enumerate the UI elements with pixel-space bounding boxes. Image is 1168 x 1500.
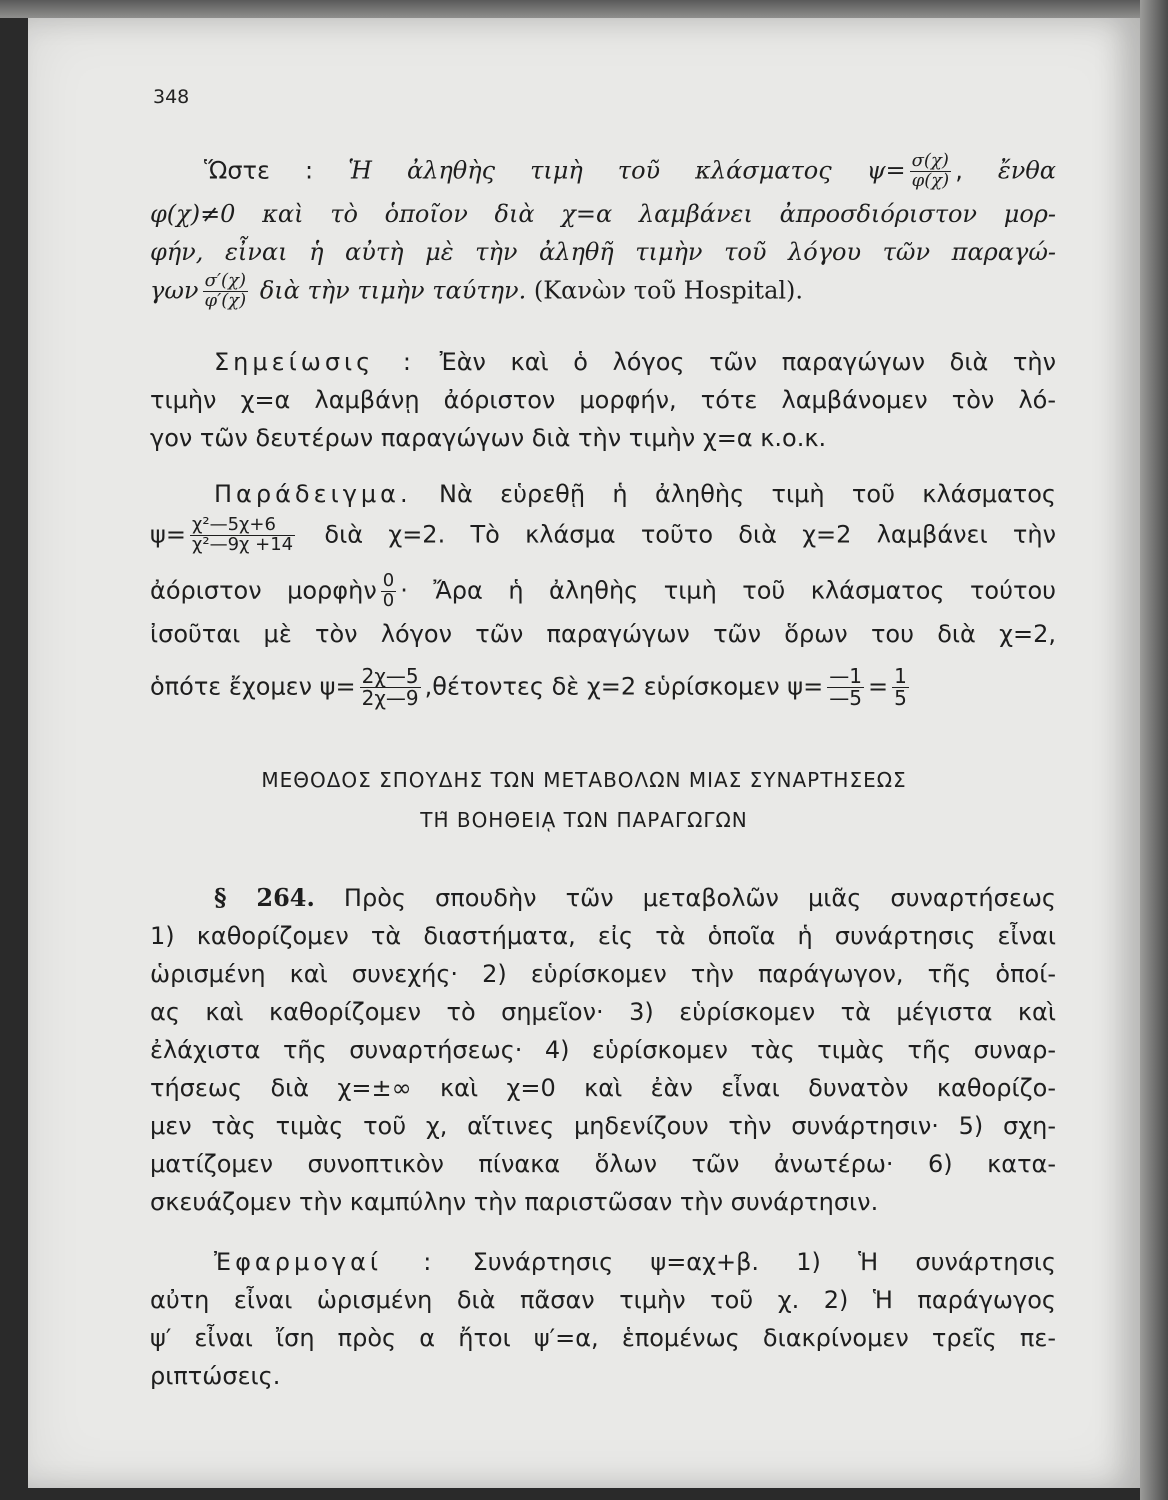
example-text: Νὰ εὑρεθῇ ἡ ἀληθὴς τιμὴ τοῦ κλάσματος <box>438 480 1056 508</box>
section-number: § 264. <box>214 883 315 912</box>
section-text: Πρὸς σπουδὴν τῶν μεταβολῶν μιᾶς συναρτήσεως <box>343 884 1057 912</box>
section-line-4: ας καὶ καθορίζομεν τὸ σημεῖον· 3) εὑρίσκομεν τὰ μέγιστα καὶ <box>150 998 1056 1026</box>
section-heading-line-1: ΜΕΘΟΔΟΣ ΣΠΟΥΔΗΣ ΤΩΝ ΜΕΤΑΒΟΛΩΝ ΜΙΑΣ ΣΥΝΑΡΤΗΣΕΩΣ <box>261 768 907 792</box>
remark-line-2: τιμὴν χ=α λαμβάνῃ ἀόριστον μορφήν, τότε λαμβάνομεν τὸν λό- <box>150 386 1056 414</box>
remark-line-3: γον τῶν δευτέρων παραγώγων διὰ τὴν τιμὴν χ=α κ.ο.κ. <box>150 424 827 452</box>
rule-text: γων <box>150 276 199 305</box>
example-text: ,θέτοντες δὲ χ=2 εὑρίσκομεν ψ= <box>424 672 824 701</box>
section-line-7: μεν τὰς τιμὰς τοῦ χ, αἵτινες μηδενίζουν τὴν συνάρτησιν· 5) σχη- <box>150 1112 1056 1140</box>
fraction-numerator: σ′(χ) <box>203 272 249 292</box>
example-line-1 <box>214 476 1056 512</box>
remark-line-1 <box>214 344 1056 380</box>
example-line-3 <box>150 572 1056 611</box>
example-line-2 <box>150 516 1056 555</box>
section-heading-line-2: ΤΗ͂ ΒΟΗΘΕΙᾼ ΤΩΝ ΠΑΡΑΓΩΓΩΝ <box>420 808 748 832</box>
fraction-denominator: 2χ—9 <box>361 686 419 710</box>
applications-text: Συνάρτησις ψ=αχ+β. 1) Ἡ συνάρτησις <box>472 1248 1056 1276</box>
fraction-numerator: —1 <box>829 664 862 688</box>
example-text: διὰ χ=2. Τὸ κλάσμα τοῦτο διὰ χ=2 λαμβάνει τὴν <box>324 520 1056 549</box>
applications-line-4: ριπτώσεις. <box>150 1362 281 1390</box>
section-line-8: ματίζομεν συνοπτικὸν πίνακα ὅλων τῶν ἀνωτέρω· 6) κατα- <box>150 1150 1056 1178</box>
page-right-shadow <box>1140 0 1168 1500</box>
derivative-fraction <box>203 272 249 311</box>
hospital-rule-citation: (Κανὼν τοῦ Hospital). <box>533 276 804 305</box>
section-line-6: τήσεως διὰ χ=±∞ καὶ χ=0 καὶ ἐὰν εἶναι δυνατὸν καθορίζο- <box>150 1074 1056 1102</box>
example-label: Παράδειγμα. <box>214 480 412 508</box>
fraction-denominator: φ′(χ) <box>204 289 247 311</box>
fraction-numerator: χ²—5χ+6 <box>190 516 295 536</box>
section-line-9: σκευάζομεν τὴν καμπύλην τὴν παριστῶσαν τὴν συνάρτησιν. <box>150 1188 879 1216</box>
example-text: · Ἄρα ἡ ἀληθὴς τιμὴ τοῦ κλάσματος τούτου <box>400 576 1057 605</box>
example-text: ὁπότε ἔχομεν ψ= <box>150 672 356 701</box>
fraction-numerator: σ(χ) <box>910 152 952 172</box>
remark-label: Σημείωσις : <box>214 348 415 376</box>
fraction-denominator: 5 <box>894 686 907 710</box>
psi-equals: ψ= <box>150 520 186 549</box>
rule-intro: Ὥστε : <box>204 156 349 185</box>
example-fraction <box>190 516 295 555</box>
rule-line-1: Ὥστε : Ἡ ἀληθὴς τιμὴ τοῦ κλάσματος ψ= $\frac{\sigma(\chi)}{\varphi(\chi)}$ , ἔνθα <box>204 150 1056 191</box>
section-line-1 <box>214 880 1056 916</box>
section-line-3: ὡρισμένη καὶ συνεχής· 2) εὑρίσκομεν τὴν παράγωγον, τῆς ὁποί- <box>150 960 1056 988</box>
applications-label: Ἐφαρμογαί : <box>214 1248 436 1276</box>
section-line-2: 1) καθορίζομεν τὰ διαστήματα, εἰς τὰ ὁποῖα ἡ συνάρτησις εἶναι <box>150 922 1056 950</box>
applications-line-1 <box>214 1244 1056 1280</box>
applications-line-3: ψ′ εἶναι ἴση πρὸς α ἤτοι ψ′=α, ἑπομένως διακρίνομεν τρεῖς πε- <box>150 1324 1056 1352</box>
zero-over-zero <box>381 572 396 611</box>
equals-sign: = <box>867 672 889 701</box>
rule-fraction <box>910 152 952 191</box>
rule-line-2: φ(χ)≠0 καὶ τὸ ὁποῖον διὰ χ=α λαμβάνει ἀπροσδιόριστον μορ- <box>150 200 1056 228</box>
rule-line-3: φήν, εἶναι ἡ αὐτὴ μὲ τὴν ἀληθῆ τιμὴν τοῦ λόγου τῶν παραγώ- <box>150 238 1056 266</box>
rule-text-end: ἔνθα <box>997 156 1056 185</box>
result-fraction <box>892 666 909 709</box>
rule-line-4 <box>150 272 1056 311</box>
page-number: 348 <box>153 86 190 108</box>
fraction-denominator: χ²—9χ +14 <box>191 533 294 555</box>
example-line-4: ἰσοῦται μὲ τὸν λόγον τῶν παραγώγων τῶν ὅρων του διὰ χ=2, <box>150 620 1056 648</box>
example-line-5 <box>150 666 1056 709</box>
rule-text: Ἡ ἀληθὴς τιμὴ τοῦ κλάσματος ψ= <box>348 156 906 185</box>
fraction-denominator: —5 <box>829 686 862 710</box>
page-top-shadow <box>0 0 1168 18</box>
example-text: ἀόριστον μορφὴν <box>150 576 377 605</box>
fraction-denominator: 0 <box>382 589 395 611</box>
remark-text: Ἐὰν καὶ ὁ λόγος τῶν παραγώγων διὰ τὴν <box>439 348 1056 376</box>
fraction-denominator: φ(χ) <box>911 169 950 191</box>
rule-text: διὰ τὴν τιμὴν ταύτην. <box>259 276 527 305</box>
fraction-numerator: 0 <box>382 570 395 591</box>
fraction-numerator: 1 <box>894 664 907 688</box>
section-line-5: ἐλάχιστα τῆς συναρτήσεως· 4) εὑρίσκομεν τὰς τιμὰς τῆς συναρ- <box>150 1036 1056 1064</box>
derivative-ratio-fraction <box>360 666 421 709</box>
fraction-numerator: 2χ—5 <box>361 664 419 688</box>
applications-line-2: αὐτη εἶναι ὡρισμένη διὰ πᾶσαν τιμὴν τοῦ χ. 2) Ἡ παράγωγος <box>150 1286 1056 1314</box>
result-fraction-negative <box>827 666 864 709</box>
